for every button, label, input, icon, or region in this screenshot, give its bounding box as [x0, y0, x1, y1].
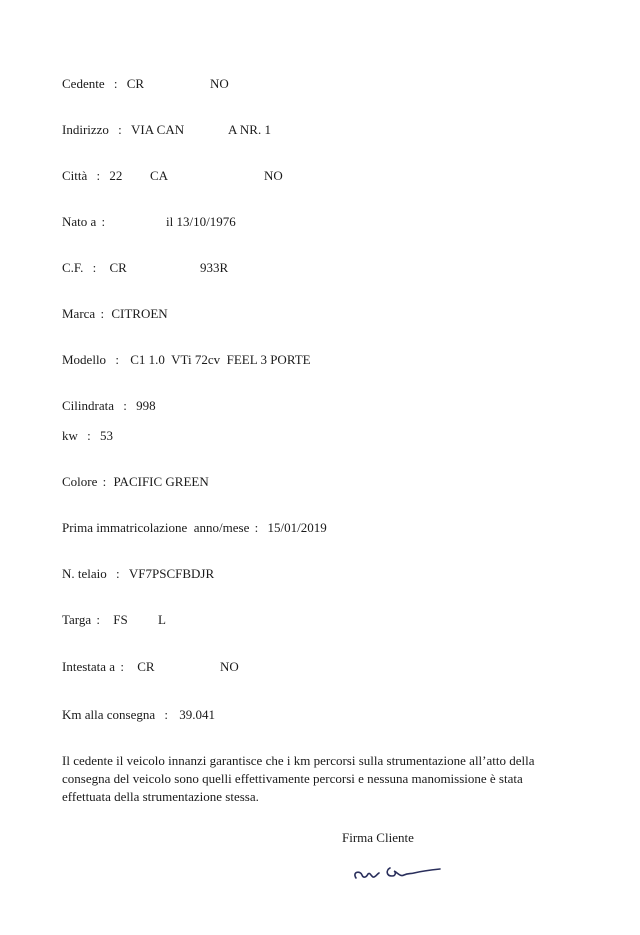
signature-label: Firma Cliente [342, 830, 414, 845]
km-sep: : [164, 707, 169, 722]
citta-value-a: 22 [109, 168, 123, 183]
telaio-value: VF7PSCFBDJR [128, 566, 215, 581]
marca-label: Marca [62, 306, 96, 321]
marca-sep: : [100, 306, 105, 321]
field-cedente [62, 76, 229, 92]
targa-value-b: L [158, 612, 166, 627]
indirizzo-value-a: VIA CAN [131, 122, 185, 137]
cf-value-b: 933R [200, 260, 229, 275]
indirizzo-value-b: A NR. 1 [228, 122, 271, 137]
immatricolazione-value: 15/01/2019 [267, 520, 327, 535]
field-nato [62, 214, 236, 230]
cedente-label: Cedente [62, 76, 105, 91]
targa-label: Targa [62, 612, 92, 627]
field-km [62, 707, 215, 723]
field-modello [62, 352, 311, 368]
colore-label: Colore [62, 474, 98, 489]
km-label: Km alla consegna [62, 707, 156, 722]
field-citta [62, 168, 283, 184]
colore-value: PACIFIC GREEN [113, 474, 209, 489]
modello-sep: : [115, 352, 119, 367]
field-cf [62, 260, 229, 276]
intestata-value-b: NO [220, 659, 239, 674]
nato-value: il 13/10/1976 [166, 214, 236, 229]
cf-sep: : [92, 260, 97, 275]
indirizzo-sep: : [118, 122, 122, 137]
modello-label: Modello [62, 352, 107, 367]
field-marca [62, 306, 168, 322]
field-immatricolazione [62, 520, 327, 536]
field-kw [62, 428, 113, 444]
citta-value-b: CA [150, 168, 169, 183]
nato-label: Nato a [62, 214, 97, 229]
field-targa [62, 612, 166, 628]
field-colore [62, 474, 209, 490]
cilindrata-value: 998 [136, 398, 156, 413]
telaio-label: N. telaio [62, 566, 107, 581]
telaio-sep: : [116, 566, 120, 581]
modello-value: C1 1.0 VTi 72cv FEEL 3 PORTE [130, 352, 311, 367]
cf-value-a: CR [109, 260, 127, 275]
intestata-label: Intestata a [62, 659, 116, 674]
kw-label: kw [62, 428, 78, 443]
marca-value: CITROEN [111, 306, 168, 321]
citta-sep: : [96, 168, 101, 183]
field-cilindrata [62, 398, 156, 414]
cilindrata-sep: : [123, 398, 127, 413]
declaration-text: Il cedente il veicolo innanzi garantisce che i km percorsi sulla strumentazione all’atto della consegna del veicolo sono quelli effettivamente percorsi e nessuna manomissione è stata effettuata della strumentazione stessa. [62, 753, 535, 804]
cedente-value-b: NO [210, 76, 229, 91]
immatricolazione-label: Prima immatricolazione anno/mese [62, 520, 250, 535]
intestata-value-a: CR [137, 659, 155, 674]
indirizzo-label: Indirizzo [62, 122, 109, 137]
intestata-sep: : [120, 659, 124, 674]
kw-sep: : [87, 428, 91, 443]
km-value: 39.041 [179, 707, 216, 722]
cilindrata-label: Cilindrata [62, 398, 114, 413]
cf-label: C.F. [62, 260, 84, 275]
colore-sep: : [102, 474, 107, 489]
kw-value: 53 [100, 428, 114, 443]
citta-label: Città [62, 168, 88, 183]
field-telaio [62, 566, 214, 582]
cedente-value-a: CR [126, 76, 145, 91]
cedente-sep: : [113, 76, 118, 91]
citta-value-c: NO [264, 168, 283, 183]
targa-value-a: FS [113, 612, 128, 627]
field-indirizzo [62, 122, 271, 138]
targa-sep: : [96, 612, 101, 627]
immatricolazione-sep: : [254, 520, 259, 535]
nato-sep: : [101, 214, 106, 229]
handwritten-signature [350, 858, 445, 888]
field-intestata [62, 659, 239, 675]
